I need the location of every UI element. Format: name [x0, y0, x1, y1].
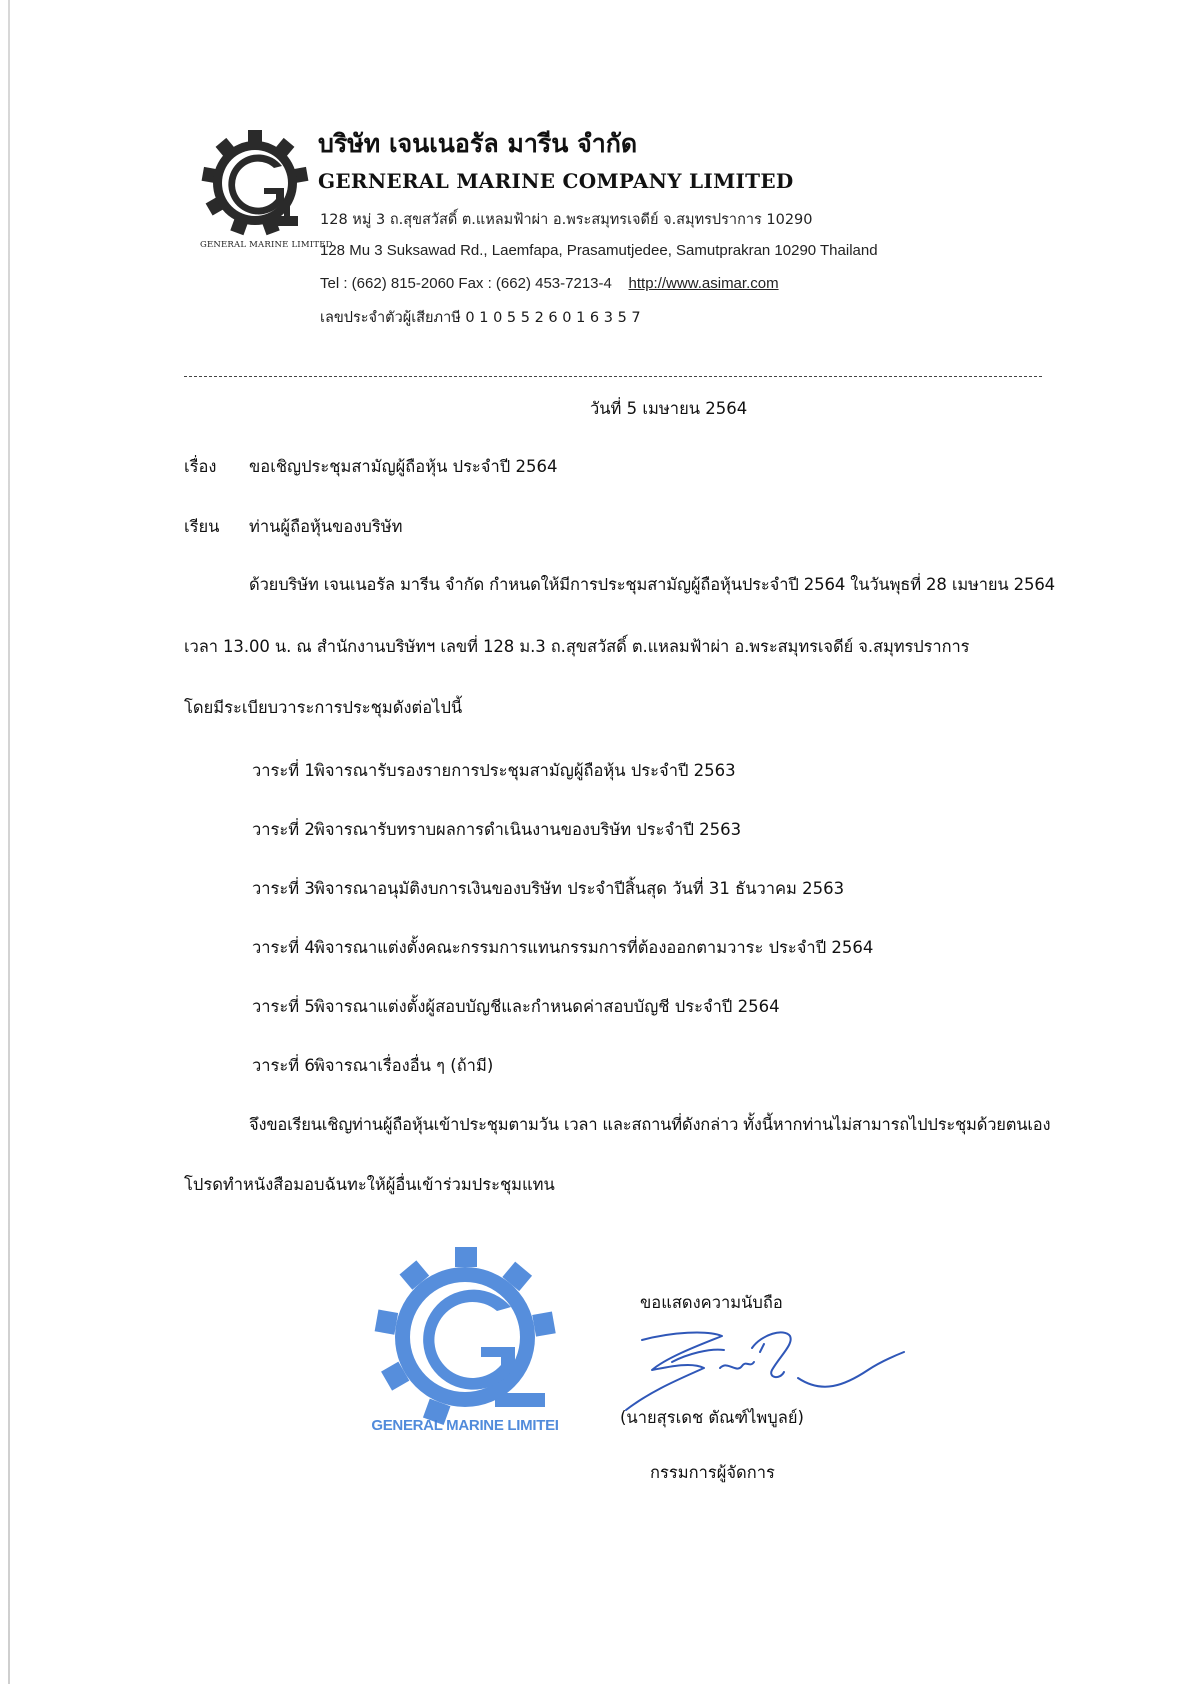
- contact-line: [320, 275, 779, 292]
- recipient-label: เรียน: [184, 517, 220, 536]
- closing-line1: จึงขอเรียนเชิญท่านผู้ถือหุ้นเข้าประชุมตามวัน เวลา และสถานที่ดังกล่าว ทั้งนี้หากท่านไม่สามารถไปประชุมด้วยตนเอง: [249, 1115, 1051, 1134]
- stamp-logo-icon: [365, 1245, 565, 1425]
- address-en: 128 Mu 3 Suksawad Rd., Laemfapa, Prasamutjedee, Samutprakran 10290 Thailand: [320, 242, 878, 259]
- agenda-item: [252, 758, 736, 784]
- gear-g-logo-icon: [200, 128, 310, 238]
- logo-caption: GENERAL MARINE LIMITED: [200, 240, 333, 250]
- handwritten-signature: [612, 1322, 912, 1417]
- agenda-item: [252, 876, 844, 902]
- agenda-text: พิจารณารับรองรายการประชุมสามัญผู้ถือหุ้น ประจำปี 2563: [314, 761, 736, 780]
- signature-icon: [612, 1322, 912, 1417]
- agenda-number: วาระที่ 6: [252, 1056, 315, 1075]
- phone-fax: Tel : (662) 815-2060 Fax : (662) 453-7213-4: [320, 275, 612, 292]
- agenda-item: [252, 1053, 493, 1079]
- tax-id: เลขประจำตัวผู้เสียภาษี 0 1 0 5 5 2 6 0 1 6 3 5 7: [320, 310, 641, 326]
- agenda-number: วาระที่ 3: [252, 879, 315, 898]
- agenda-text: พิจารณาแต่งตั้งผู้สอบบัญชีและกำหนดค่าสอบบัญชี ประจำปี 2564: [314, 997, 780, 1016]
- recipient-text: ท่านผู้ถือหุ้นของบริษัท: [249, 517, 403, 536]
- header-divider: [184, 376, 1042, 377]
- agenda-item: [252, 817, 741, 843]
- company-stamp: [365, 1245, 565, 1450]
- letter-date: วันที่ 5 เมษายน 2564: [590, 399, 748, 418]
- signer-position: กรรมการผู้จัดการ: [650, 1463, 775, 1482]
- website-link[interactable]: http://www.asimar.com: [628, 275, 779, 292]
- agenda-number: วาระที่ 4: [252, 938, 315, 957]
- regards-text: ขอแสดงความนับถือ: [640, 1293, 783, 1312]
- agenda-number: วาระที่ 5: [252, 997, 315, 1016]
- company-name-en: GERNERAL MARINE COMPANY LIMITED: [318, 169, 794, 193]
- agenda-text: พิจารณาเรื่องอื่น ๆ (ถ้ามี): [314, 1056, 494, 1075]
- agenda-number: วาระที่ 1: [252, 761, 315, 780]
- agenda-number: วาระที่ 2: [252, 820, 315, 839]
- body-paragraph-line2: เวลา 13.00 น. ณ สำนักงานบริษัทฯ เลขที่ 128 ม.3 ถ.สุขสวัสดิ์ ต.แหลมฟ้าผ่า อ.พระสมุทรเจดีย์ จ.สมุทรปราการ: [184, 637, 970, 656]
- agenda-item: [252, 935, 873, 961]
- signer-name: (นายสุรเดช ตัณฑ์ไพบูลย์): [620, 1408, 804, 1427]
- subject-text: ขอเชิญประชุมสามัญผู้ถือหุ้น ประจำปี 2564: [249, 457, 558, 476]
- closing-line2: โปรดทำหนังสือมอบฉันทะให้ผู้อื่นเข้าร่วมประชุมแทน: [184, 1175, 555, 1194]
- agenda-text: พิจารณาอนุมัติงบการเงินของบริษัท ประจำปีสิ้นสุด วันที่ 31 ธันวาคม 2563: [314, 879, 845, 898]
- body-paragraph-line3: โดยมีระเบียบวาระการประชุมดังต่อไปนี้: [184, 698, 463, 717]
- body-paragraph-line1: ด้วยบริษัท เจนเนอรัล มารีน จำกัด กำหนดให้มีการประชุมสามัญผู้ถือหุ้นประจำปี 2564 ในวันพุธที่ 28 เมษายน 2564: [249, 575, 1056, 594]
- address-th: 128 หมู่ 3 ถ.สุขสวัสดิ์ ต.แหลมฟ้าผ่า อ.พระสมุทรเจดีย์ จ.สมุทรปราการ 10290: [320, 212, 813, 228]
- company-logo: [200, 128, 333, 250]
- subject-label: เรื่อง: [184, 457, 217, 476]
- stamp-caption: GENERAL MARINE LIMITEI: [371, 1417, 559, 1434]
- company-name-th: บริษัท เจนเนอรัล มารีน จำกัด: [318, 129, 638, 158]
- page-edge: [8, 0, 10, 1684]
- agenda-text: พิจารณารับทราบผลการดำเนินงานของบริษัท ประจำปี 2563: [314, 820, 742, 839]
- agenda-item: [252, 994, 780, 1020]
- agenda-text: พิจารณาแต่งตั้งคณะกรรมการแทนกรรมการที่ต้องออกตามวาระ ประจำปี 2564: [314, 938, 874, 957]
